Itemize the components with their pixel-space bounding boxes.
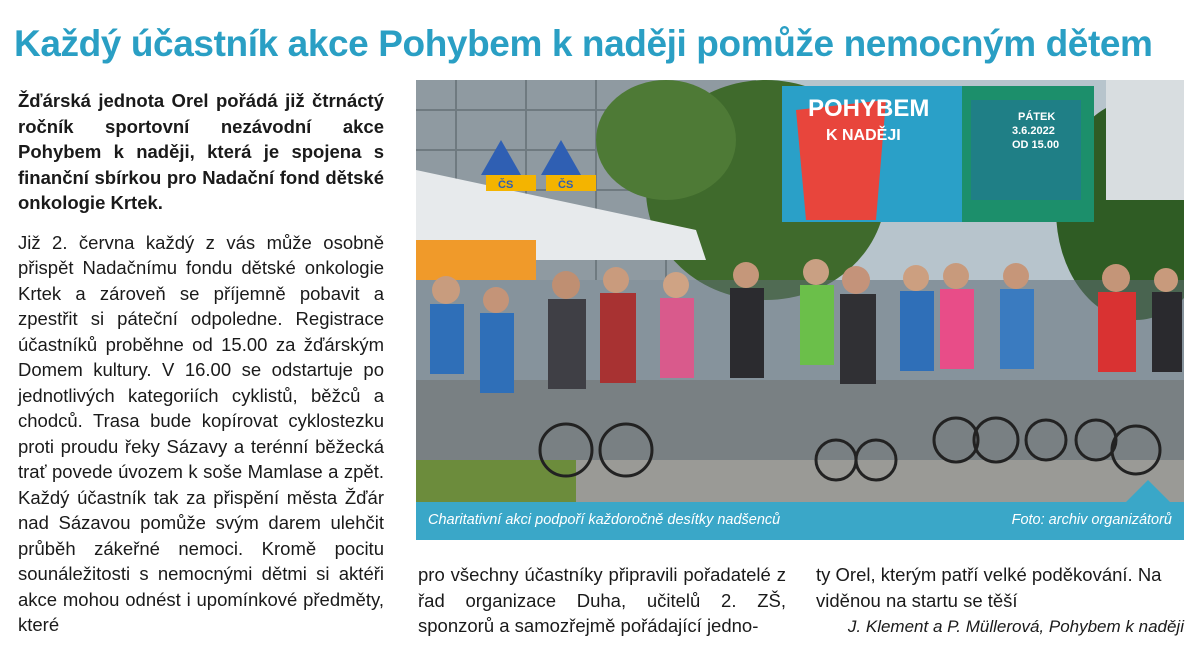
article-signature: J. Klement a P. Müllerová, Pohybem k naději: [847, 617, 1184, 636]
banner-date-2: 3.6.2022: [1012, 125, 1055, 137]
article-headline: Každý účastník akce Pohybem k naději pomůže nemocným dětem: [14, 23, 1153, 64]
column-3: [816, 562, 1184, 640]
body-paragraph-2: pro všechny účastníky připravili pořadatelé z řad organizace Duha, učitelů 2. ZŠ, sponzorů a samozřejmě pořádající jedno-: [418, 564, 786, 636]
photo-illustration: [416, 80, 1184, 540]
banner-title-2: K NADĚJI: [826, 127, 901, 144]
banner-date-3: OD 15.00: [1012, 139, 1060, 151]
column-1: [18, 88, 384, 638]
photo-caption: Charitativní akci podpoří každoročně desítky nadšenců: [428, 512, 781, 528]
event-photo: [416, 80, 1184, 540]
lead-paragraph: Žďárská jednota Orel pořádá již čtrnáctý ročník sportovní nezávodní akce Pohybem k naději, která je spojena s finanční sbírkou pro Nadační fond dětské onkologie Krtek.: [18, 90, 384, 213]
photo-caption-bar: [416, 502, 1184, 540]
caption-notch: [1126, 480, 1170, 502]
body-paragraph-3: ty Orel, kterým patří velké poděkování. Na viděnou na startu se těší: [816, 564, 1162, 611]
tent-brand-1: ČS: [498, 179, 514, 191]
body-paragraph-1: Již 2. června každý z vás může osobně přispět Nadačnímu fondu dětské onkologie Krtek a zároveň se příjemně pobavit a zpestřit si páteční odpoledne. Registrace účastníků proběhne od 15.00 za žďárským Domem kultury. V 16.00 se odstartuje po jednotlivých kategoriích cyklistů, běžců a chodců. Trasa bude kopírovat cyklostezku proti proudu řeky Sázavy a terénní běžecká trať povede úvozem k soše Mamlase a zpět. Každý účastník tak za přispění města Žďár nad Sázavou pomůže svým darem ulehčit průběh zákeřné nemoci. Kromě pocitu sounáležitosti s nemocnými dětmi si aktéři akce mohou odnést i upomínkové předměty, které: [18, 231, 384, 635]
photo-credit: Foto: archiv organizátorů: [1011, 512, 1172, 528]
banner-title-1: POHYBEM: [808, 95, 930, 122]
column-2: [418, 562, 786, 639]
banner-date-1: PÁTEK: [1018, 111, 1056, 123]
tent-brand-2: ČS: [558, 179, 574, 191]
